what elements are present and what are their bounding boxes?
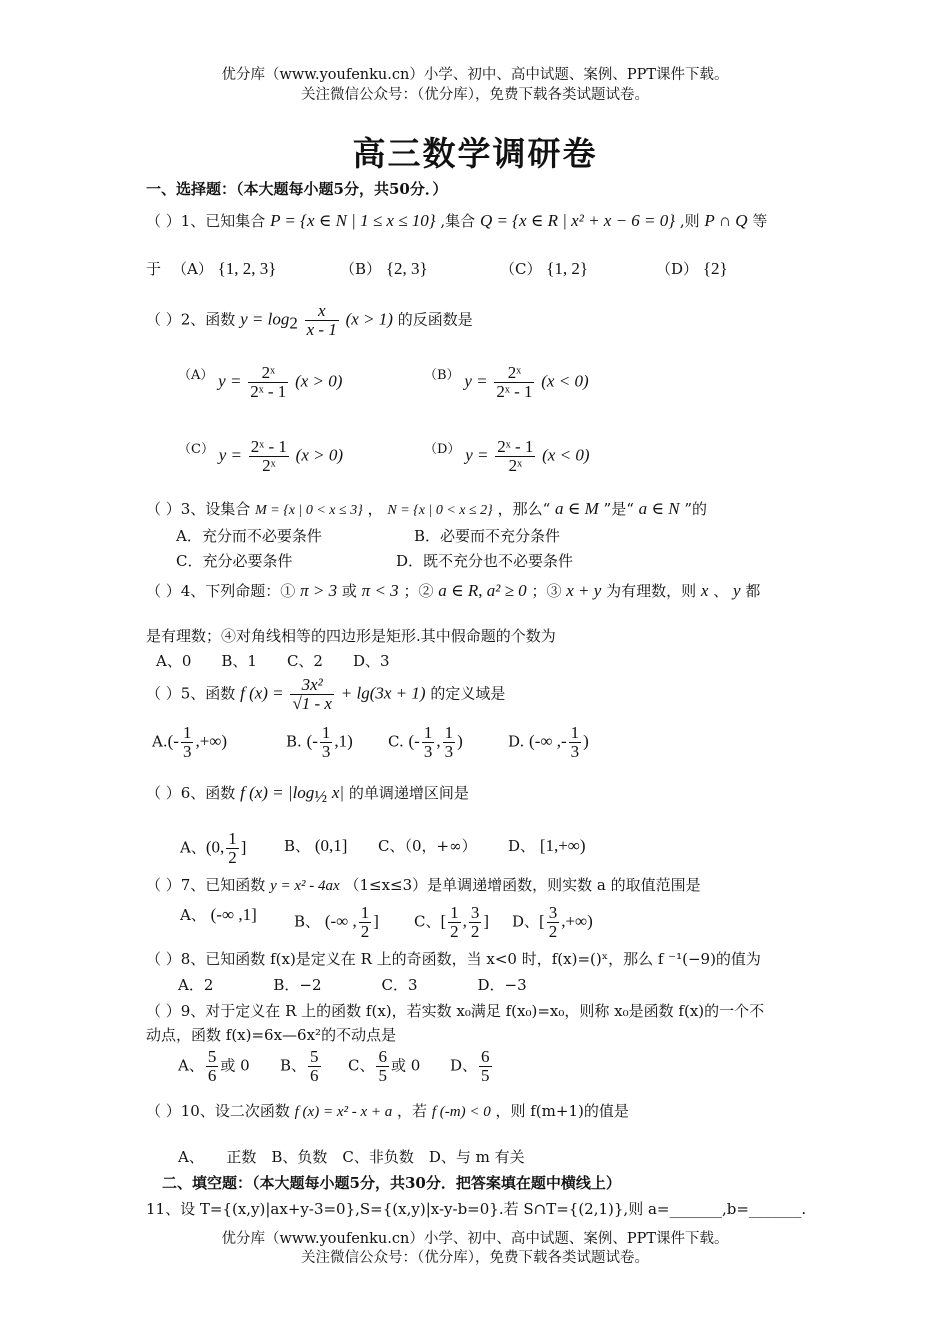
q6-option-d-label: D、	[508, 837, 536, 855]
q9-option-a-den: 6	[207, 1066, 217, 1085]
page-header-line1: 优分库（www.youfenku.cn）小学、初中、高中试题、案例、PPT课件下载。	[221, 67, 729, 83]
q9-option-b[interactable]	[280, 1048, 323, 1085]
q2-option-c-num: 2ˣ - 1	[250, 437, 287, 456]
page-header-line2: 关注微信公众号：（优分库），免费下载各类试题试卷。	[301, 87, 649, 103]
q5-option-b-v1: (-	[306, 731, 318, 751]
q5-option-b-den: 3	[321, 742, 331, 761]
q6-expr: f (x) = |log	[240, 783, 315, 802]
q5-option-c-den-2: 3	[444, 742, 454, 761]
q5-option-d-v2: )	[583, 731, 589, 751]
q3-text-b: ，	[367, 500, 383, 518]
q2-option-b-label: （B）	[424, 368, 460, 383]
q5-option-c-fraction-1	[422, 724, 435, 761]
q5-option-d-num: 1	[570, 723, 580, 742]
q5-option-b-v2: ,1)	[334, 731, 353, 751]
q3-expr-2: a ∈ N	[638, 499, 680, 518]
q2-option-b[interactable]	[424, 364, 589, 401]
q5-option-b-fraction	[320, 724, 333, 761]
q3-text-d: ”是“	[603, 500, 634, 518]
q9-option-a-label: A、	[178, 1056, 204, 1075]
q7-option-d-v2: ,+∞)	[561, 911, 593, 931]
q6-option-a-num: 1	[228, 829, 237, 848]
q4-text-c: ；②	[403, 582, 434, 600]
question-11: 11、设 T={(x,y)|ax+y-3=0},S={(x,y)|x-y-b=0}.若 S∩T={(2,1)},则 a=_______,b=_______.	[146, 1200, 807, 1218]
q5-text-a: （ ）5、函数	[146, 684, 236, 703]
q7-option-a[interactable]	[180, 904, 257, 925]
q2-option-d-fraction	[495, 438, 535, 475]
q2-option-a-fraction	[248, 364, 288, 401]
q7-option-c-num-2: 3	[470, 903, 480, 922]
q9-option-b-den: 6	[310, 1066, 319, 1085]
question-9-line-2: 动点，函数 f(x)=6x—6x²的不动点是	[146, 1026, 397, 1044]
q2-option-a[interactable]	[178, 364, 342, 401]
q5-tail: + lg(3x + 1)	[340, 683, 426, 703]
q2-option-c-y: y =	[218, 445, 243, 465]
q10-text-a: （ ）10、设二次函数	[146, 1102, 290, 1120]
q9-option-d-num: 6	[481, 1047, 490, 1066]
q7-option-c-fraction-1	[448, 904, 461, 941]
q2-den: x - 1	[306, 320, 337, 339]
q2-option-a-num: 2ˣ	[248, 364, 288, 383]
q6-option-c-value: （0，+∞）	[404, 837, 477, 855]
q5-num: 3x²	[290, 676, 334, 695]
q2-option-c-den: 2ˣ	[262, 456, 276, 475]
q4-var-y: y	[733, 581, 741, 600]
question-1	[146, 210, 767, 231]
q7-option-a-label: A、	[180, 906, 206, 924]
question-3	[146, 498, 707, 519]
q9-option-c-tail: 或 0	[390, 1056, 421, 1075]
q10-expr: f (x) = x² - x + a	[294, 1104, 393, 1120]
page-footer-line2: 关注微信公众号：（优分库），免费下载各类试题试卷。	[301, 1250, 649, 1266]
q6-text-a: （ ）6、函数	[146, 784, 236, 802]
q2-fraction	[305, 302, 339, 339]
question-8: （ ）8、已知函数 f(x)是定义在 R 上的奇函数，当 x<0 时，f(x)=()ˣ，那么 f ⁻¹(−9)的值为	[146, 950, 761, 968]
q1-set-q: Q = {x ∈ R | x² + x − 6 = 0}	[479, 211, 676, 230]
q7-option-c-label: C、	[414, 912, 441, 931]
q3-set-n: N = {x | 0 < x ≤ 2}	[387, 503, 493, 518]
q10-text-c: ，则 f(m+1)的值是	[495, 1102, 629, 1120]
q7-option-d-fraction	[547, 904, 560, 941]
q7-text-a: （ ）7、已知函数	[146, 876, 266, 894]
q5-option-d-v1: (-∞ ,-	[529, 731, 567, 751]
q5-option-d-label: D.	[508, 732, 525, 751]
q9-option-c-den: 5	[378, 1066, 387, 1085]
q4-options[interactable]: A、0 B、1 C、2 D、3	[156, 652, 390, 670]
q5-option-d-den: 3	[570, 742, 580, 761]
q5-fraction	[290, 676, 334, 713]
q6-option-a-fraction	[226, 830, 239, 867]
q6-option-c-label: C、	[378, 837, 405, 855]
q5-option-b[interactable]	[286, 724, 353, 761]
q7-option-d-den: 2	[548, 922, 558, 941]
q10-cond: f (-m) < 0	[431, 1104, 491, 1120]
q4-var-x: x	[700, 581, 709, 600]
q2-option-d-cond: (x < 0)	[542, 445, 590, 465]
q3-option-b[interactable]: B．必要而不充分条件	[414, 527, 561, 545]
q5-option-c-num-2: 1	[444, 723, 454, 742]
q5-option-c-num-1: 1	[423, 723, 433, 742]
q3-option-d[interactable]: D．既不充分也不必要条件	[396, 552, 574, 570]
q9-option-d-den: 5	[481, 1066, 490, 1085]
q1-set-p: P = {x ∈ N | 1 ≤ x ≤ 10}	[270, 211, 436, 230]
q1-text-d: 等	[752, 212, 768, 230]
q7-option-c-num-1: 1	[450, 903, 459, 922]
q8-options[interactable]: A．2 B．−2 C．3 D．−3	[178, 976, 527, 994]
q1-option-d[interactable]	[656, 258, 728, 279]
q9-option-a-fraction	[206, 1048, 219, 1085]
q7-option-c-v2: ,	[462, 911, 467, 931]
q7-option-b-fraction	[359, 904, 372, 941]
q7-option-d-num: 3	[548, 903, 558, 922]
q7-option-d-label: D、	[512, 912, 540, 931]
q2-option-b-cond: (x < 0)	[541, 371, 589, 391]
q1-option-a[interactable]	[172, 258, 276, 279]
q6-expr-2: x|	[331, 783, 345, 802]
q2-base: 2	[289, 313, 298, 333]
q2-option-a-label: （A）	[178, 368, 214, 383]
q2-yeq: y = log	[240, 309, 290, 329]
q7-option-d[interactable]	[512, 904, 593, 941]
q2-option-d-label: （D）	[424, 442, 461, 457]
q4-prop-2: π < 3	[361, 581, 399, 600]
q4-line-2: 是有理数；④对角线相等的四边形是矩形.其中假命题的个数为	[146, 627, 556, 645]
question-9-line-1: （ ）9、对于定义在 R 上的函数 f(x)，若实数 x₀满足 f(x₀)=x₀，则称 x₀是函数 f(x)的一个不	[146, 1002, 765, 1020]
q2-cond: (x > 1)	[345, 309, 393, 329]
q6-base: ½	[314, 787, 328, 806]
q7-expr: y = x² - 4ax	[270, 878, 340, 894]
q6-option-a-v1: (0,	[205, 837, 225, 857]
q5-option-c[interactable]	[388, 724, 463, 761]
q5-text-b: 的定义域是	[430, 684, 506, 703]
q4-text-a: （ ）4、下列命题：①	[146, 582, 296, 600]
q5-option-a-den: 3	[182, 742, 192, 761]
q1-option-c-value: {1, 2}	[546, 259, 589, 278]
q7-option-d-v1: [	[539, 911, 545, 931]
q6-text-b: 的单调递增区间是	[348, 784, 469, 802]
q6-option-b-value: (0,1]	[314, 836, 348, 855]
question-7	[146, 874, 701, 895]
q2-option-c-label: （C）	[178, 442, 214, 457]
q2-option-c-cond: (x > 0)	[295, 445, 343, 465]
q2-option-d-den: 2ˣ	[508, 456, 523, 475]
q5-option-a-fraction	[181, 724, 194, 761]
q3-option-a[interactable]: A．充分而不必要条件	[176, 527, 322, 545]
q4-prop-3: a ∈ R, a² ≥ 0	[438, 581, 527, 600]
q5-option-a[interactable]	[152, 724, 227, 761]
q5-option-a-num: 1	[182, 723, 192, 742]
q1-expr: P ∩ Q	[704, 211, 748, 230]
page-footer-line1: 优分库（www.youfenku.cn）小学、初中、高中试题、案例、PPT课件下载。	[221, 1231, 729, 1247]
q4-text-b: 或	[341, 582, 357, 600]
q3-text-c: ，那么“	[497, 500, 551, 518]
q7-option-c[interactable]	[414, 904, 489, 941]
q2-num: x	[305, 302, 339, 321]
q6-option-a-v2: ]	[240, 837, 247, 857]
q5-option-a-v1: (-	[167, 731, 179, 751]
q7-option-b-v1: (-∞ ,	[324, 911, 357, 931]
q10-options[interactable]: A、 正数 B、负数 C、非负数 D、与 m 有关	[178, 1148, 525, 1166]
q9-option-c-label: C、	[348, 1056, 375, 1075]
q1-option-d-value: {2}	[702, 259, 728, 278]
q5-option-b-label: B.	[286, 732, 302, 751]
q2-option-b-num: 2ˣ	[494, 364, 534, 383]
q4-text-d: ；③	[531, 582, 562, 600]
q2-option-b-y: y =	[464, 371, 488, 391]
q9-option-d-label: D、	[450, 1056, 478, 1075]
q3-text-a: （ ）3、设集合	[146, 500, 251, 518]
q7-option-a-value: (-∞ ,1]	[210, 905, 257, 924]
q9-option-c-fraction	[376, 1048, 389, 1085]
q10-text-b: ，若	[397, 1102, 428, 1120]
q6-option-b[interactable]	[284, 835, 347, 856]
q9-option-a-tail: 或 0	[220, 1056, 250, 1075]
q3-option-c[interactable]: C．充分必要条件	[176, 552, 293, 570]
q9-option-b-label: B、	[280, 1056, 307, 1075]
q6-option-a-label: A、	[180, 838, 206, 857]
q2-text-b: 的反函数是	[397, 310, 473, 329]
question-2	[146, 302, 473, 339]
q9-option-a-num: 5	[207, 1047, 217, 1066]
q6-option-b-label: B、	[284, 837, 311, 855]
section-choice-heading: 一、选择题：（本大题每小题5分，共50分．）	[146, 180, 448, 198]
q2-option-a-den: 2ˣ - 1	[250, 382, 287, 401]
q5-option-a-v2: ,+∞)	[195, 731, 228, 751]
q9-option-b-fraction	[308, 1048, 321, 1085]
q7-option-c-fraction-2	[469, 904, 482, 941]
q7-option-c-v1: [	[440, 911, 447, 931]
q6-option-a-den: 2	[228, 848, 237, 867]
q2-option-b-fraction	[494, 364, 534, 401]
question-4	[146, 580, 760, 601]
question-5	[146, 676, 505, 713]
q5-option-d-fraction	[569, 724, 582, 761]
q9-option-a[interactable]	[178, 1048, 250, 1085]
q7-option-b[interactable]	[294, 904, 379, 941]
q1-option-d-label: （D）	[656, 260, 699, 278]
q5-option-c-v3: )	[457, 731, 463, 751]
exam-title: 高三数学调研卷	[352, 134, 598, 173]
q9-option-d[interactable]	[450, 1048, 494, 1085]
q1-option-b-label: （B）	[340, 260, 382, 278]
q2-option-d-num: 2ˣ - 1	[497, 437, 534, 456]
q4-text-g: 都	[745, 582, 761, 600]
q5-fx: f (x) =	[240, 683, 284, 703]
q7-text-b: （1≤x≤3）是单调递增函数，则实数 a 的取值范围是	[344, 876, 701, 894]
q1-option-a-label: （A）	[172, 260, 213, 278]
question-10	[146, 1100, 629, 1121]
q9-option-d-fraction	[479, 1048, 492, 1085]
q2-option-b-den: 2ˣ - 1	[496, 382, 533, 401]
q2-option-c[interactable]	[178, 438, 343, 475]
q7-option-b-num: 1	[360, 903, 370, 922]
q1-option-c[interactable]	[500, 258, 588, 279]
q5-option-d[interactable]	[508, 724, 589, 761]
q5-option-c-label: C.	[388, 732, 404, 751]
q5-option-c-v2: ,	[436, 731, 441, 751]
q6-option-d[interactable]	[508, 835, 586, 856]
q1-text-a: （ ）1、已知集合	[146, 212, 266, 230]
q5-option-c-v1: (-	[408, 731, 420, 751]
q7-option-c-v3: ]	[483, 911, 490, 931]
q1-option-b[interactable]	[340, 258, 428, 279]
q6-option-a[interactable]	[180, 830, 246, 867]
q1-option-a-value: {1, 2, 3}	[217, 259, 277, 278]
q5-option-c-den-1: 3	[423, 742, 433, 761]
q1-option-c-label: （C）	[500, 260, 542, 278]
q3-set-m: M = {x | 0 < x ≤ 3}	[255, 503, 363, 518]
q7-option-b-label: B、	[294, 912, 321, 931]
q5-option-a-label: A.	[152, 732, 168, 751]
q6-option-c[interactable]	[378, 835, 477, 856]
q2-option-d[interactable]	[424, 438, 589, 475]
q9-option-c[interactable]	[348, 1048, 420, 1085]
q9-option-b-num: 5	[310, 1047, 319, 1066]
q2-text-a: （ ）2、函数	[146, 310, 236, 329]
q7-option-c-den-1: 2	[450, 922, 459, 941]
q5-option-c-fraction-2	[443, 724, 456, 761]
q2-option-c-fraction	[249, 438, 289, 475]
q1-option-b-value: {2, 3}	[385, 259, 428, 278]
q9-option-c-num: 6	[378, 1047, 387, 1066]
q4-text-f: 、	[713, 582, 729, 600]
question-1-options	[146, 258, 161, 279]
q1-text-e: 于	[146, 260, 162, 278]
q1-text-b: ,集合	[440, 212, 476, 230]
q6-option-d-value: [1,+∞)	[539, 836, 586, 855]
q7-option-b-v2: ]	[373, 911, 379, 931]
q2-option-a-y: y =	[218, 371, 242, 391]
q4-text-e: 为有理数，则	[606, 582, 697, 600]
question-6	[146, 782, 469, 807]
q7-option-c-den-2: 2	[470, 922, 480, 941]
q4-prop-4: x + y	[566, 581, 602, 600]
q5-den: √1 - x	[292, 694, 332, 713]
q3-text-e: ”的	[684, 500, 708, 518]
q2-option-d-y: y =	[465, 445, 489, 465]
q4-prop-1: π > 3	[300, 581, 338, 600]
q3-expr-1: a ∈ M	[555, 499, 599, 518]
section-fill-heading: 二、填空题：（本大题每小题5分，共30分．把答案填在题中横线上）	[162, 1174, 621, 1192]
q2-option-a-cond: (x > 0)	[295, 371, 343, 391]
q1-text-c: ,则	[679, 212, 700, 230]
q5-option-b-num: 1	[321, 723, 331, 742]
q7-option-b-den: 2	[360, 922, 370, 941]
